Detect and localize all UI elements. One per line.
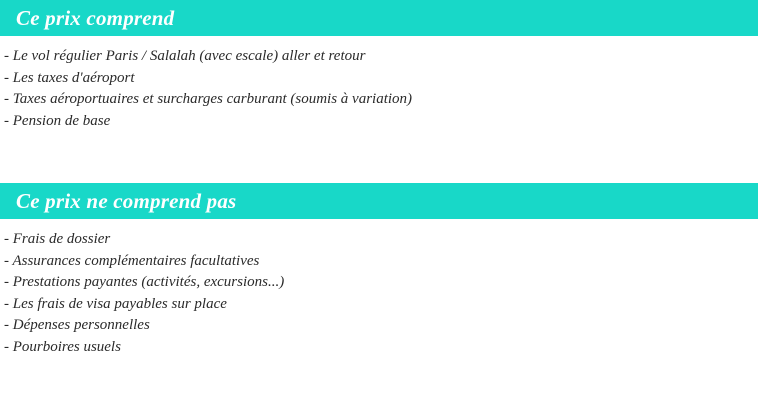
list-item: - Assurances complémentaires facultatives: [4, 252, 260, 269]
list-item: - Pension de base: [4, 112, 111, 129]
section-included: [0, 0, 758, 132]
section-excluded-list: [0, 219, 758, 358]
section-gap: [0, 132, 758, 183]
section-included-title: Ce prix comprend: [0, 0, 758, 36]
list-item: - Dépenses personnelles: [4, 317, 150, 333]
section-excluded-title: Ce prix ne comprend pas: [0, 183, 758, 219]
list-item: - Les frais de visa payables sur place: [4, 295, 227, 312]
list-item: - Frais de dossier: [4, 231, 111, 247]
list-item: - Le vol régulier Paris / Salalah (avec escale) aller et retour: [4, 48, 366, 64]
list-item: - Les taxes d'aéroport: [4, 69, 135, 86]
list-item: - Pourboires usuels: [4, 338, 121, 355]
section-excluded: [0, 183, 758, 358]
list-item: - Taxes aéroportuaires et surcharges carburant (soumis à variation): [4, 91, 413, 107]
list-item: - Prestations payantes (activités, excursions...): [4, 274, 285, 290]
section-included-list: [0, 36, 758, 132]
